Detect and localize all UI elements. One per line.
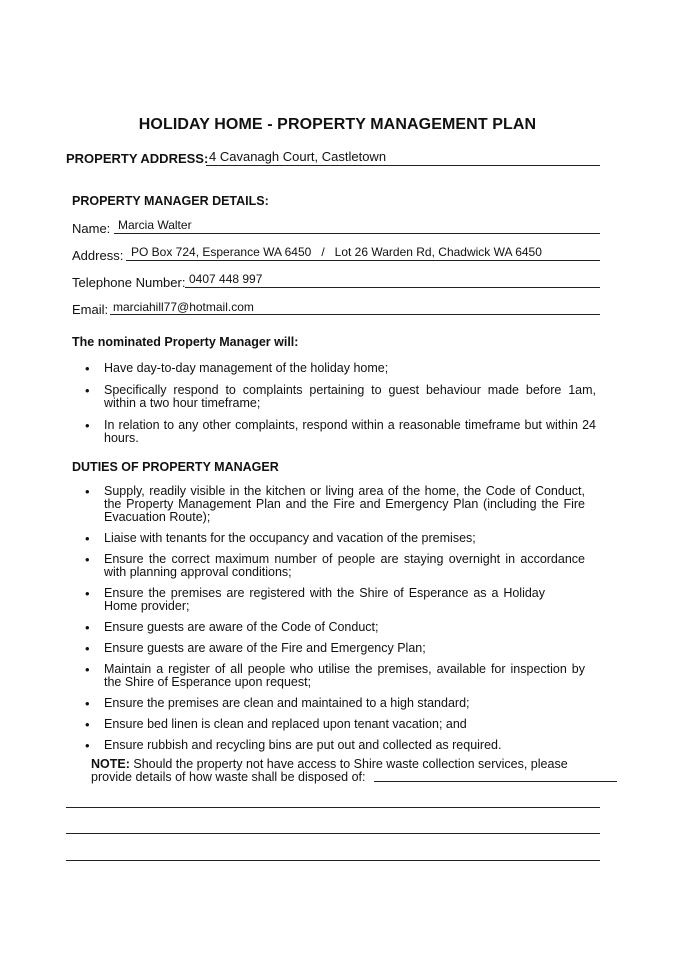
name-underline bbox=[114, 233, 600, 234]
list-item: • Supply, readily visible in the kitchen or living area of the home, the Code of Conduct, the Property Management Plan and the Fire and Emergency Plan (including the Fire Evacuation Route); bbox=[72, 485, 585, 524]
list-item: • Specifically respond to complaints pertaining to guest behaviour made before 1am, within a two hour timeframe; bbox=[72, 384, 596, 410]
name-value: Marcia Walter bbox=[118, 218, 192, 232]
list-item: • Ensure guests are aware of the Code of Conduct; bbox=[72, 621, 585, 634]
list-item: • Ensure the premises are registered with the Shire of Esperance as a Holiday Home provider; bbox=[72, 587, 585, 613]
blank-line-2[interactable] bbox=[66, 833, 600, 834]
note-label: NOTE: bbox=[91, 757, 130, 771]
address-label: Address: bbox=[72, 248, 124, 263]
address-value: PO Box 724, Esperance WA 6450 / Lot 26 Warden Rd, Chadwick WA 6450 bbox=[131, 245, 542, 259]
property-address-value: 4 Cavanagh Court, Castletown bbox=[209, 149, 387, 164]
property-address-underline bbox=[206, 165, 600, 166]
list-item: • Liaise with tenants for the occupancy and vacation of the premises; bbox=[72, 532, 585, 545]
note-text: Should the property not have access to Shire waste collection services, please provide details of how waste shall be disposed of: bbox=[91, 757, 568, 784]
list-item: • Ensure bed linen is clean and replaced upon tenant vacation; and bbox=[72, 718, 585, 731]
list-item: • Ensure guests are aware of the Fire and Emergency Plan; bbox=[72, 642, 585, 655]
nominated-list bbox=[72, 362, 596, 445]
list-item: • Ensure the premises are clean and maintained to a high standard; bbox=[72, 697, 585, 710]
list-item: • Maintain a register of all people who utilise the premises, available for inspection by the Shire of Esperance upon request; bbox=[72, 663, 585, 689]
phone-underline bbox=[185, 287, 600, 288]
manager-details-heading: PROPERTY MANAGER DETAILS: bbox=[72, 194, 269, 208]
property-address-label: PROPERTY ADDRESS: bbox=[66, 151, 209, 166]
waste-disposal-field-line[interactable] bbox=[374, 781, 617, 782]
list-item: • In relation to any other complaints, respond within a reasonable timeframe but within 24 hours. bbox=[72, 419, 596, 445]
phone-label: Telephone Number: bbox=[72, 275, 186, 290]
list-item: • Ensure the correct maximum number of people are staying overnight in accordance with planning approval conditions; bbox=[72, 553, 585, 579]
blank-line-3[interactable] bbox=[66, 860, 600, 861]
address-underline bbox=[126, 260, 600, 261]
list-item: • Have day-to-day management of the holiday home; bbox=[72, 362, 596, 375]
phone-value: 0407 448 997 bbox=[189, 272, 263, 286]
list-item: • Ensure rubbish and recycling bins are put out and collected as required. bbox=[72, 739, 585, 752]
email-value: marciahill77@hotmail.com bbox=[113, 300, 254, 314]
duties-heading: DUTIES OF PROPERTY MANAGER bbox=[72, 460, 279, 474]
email-underline bbox=[110, 314, 600, 315]
email-label: Email: bbox=[72, 302, 109, 317]
nominated-heading: The nominated Property Manager will: bbox=[72, 335, 299, 349]
document-title: HOLIDAY HOME - PROPERTY MANAGEMENT PLAN bbox=[138, 116, 537, 133]
duties-list bbox=[72, 485, 585, 752]
name-label: Name: bbox=[72, 221, 111, 236]
blank-line-1[interactable] bbox=[66, 807, 600, 808]
